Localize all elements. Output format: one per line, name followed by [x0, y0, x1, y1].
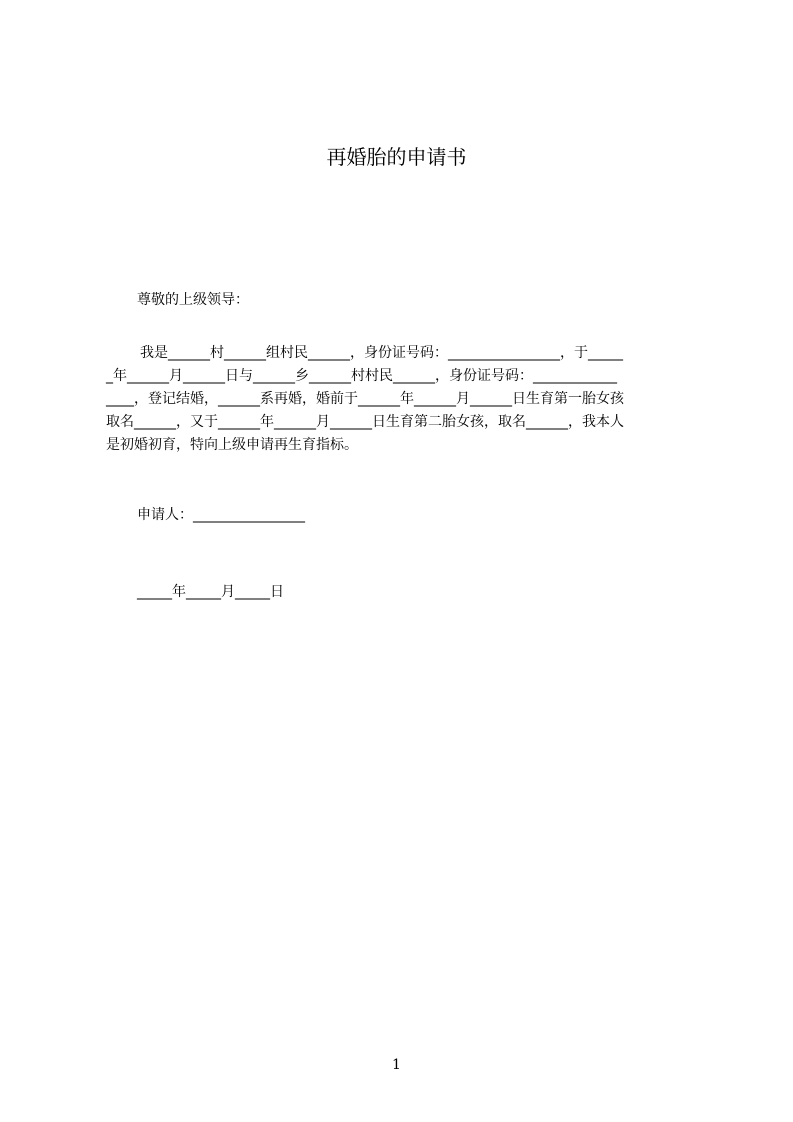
- body-line: _年______月______日与______乡______村村民______，身份证号码：____________: [106, 368, 617, 384]
- body-line: ____，登记结婚，______系再婚，婚前于______年______月______日生育第一胎女孩: [106, 391, 624, 407]
- body-paragraph: [106, 342, 701, 457]
- applicant-signature-line: 申请人：________________: [137, 507, 305, 523]
- body-line: 我是______村______组村民______，身份证号码：________________，于_____: [140, 345, 623, 361]
- body-line: 取名______，又于______年______月______日生育第二胎女孩，取名______，我本人: [106, 414, 624, 430]
- date-line: _____年_____月_____日: [137, 584, 284, 600]
- body-line: 是初婚初育，特向上级申请再生育指标。: [106, 437, 358, 453]
- document-title: 再婚胎的申请书: [326, 145, 467, 169]
- page-number: 1: [392, 1057, 401, 1073]
- salutation: 尊敬的上级领导：: [137, 292, 249, 308]
